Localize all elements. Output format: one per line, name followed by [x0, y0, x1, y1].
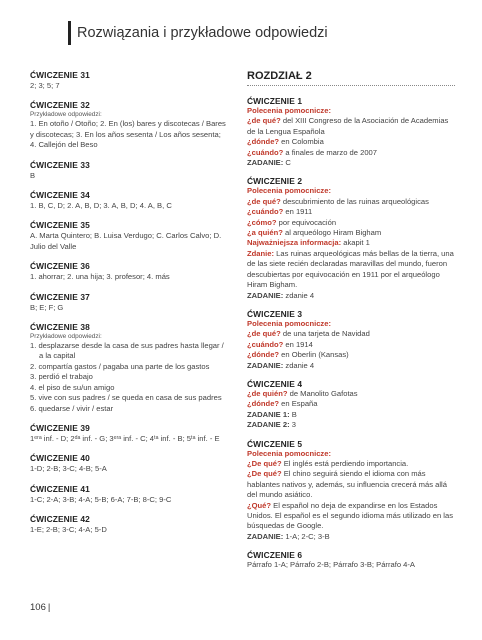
- exercise-title: ĆWICZENIE 34: [30, 190, 90, 201]
- question-row: [247, 469, 455, 500]
- exercise-title: ĆWICZENIE 36: [30, 261, 90, 272]
- exercise-answer: B: [30, 170, 36, 180]
- question-answer: a finales de marzo de 2007: [283, 147, 377, 157]
- answer-item: 3. perdió el trabajo: [30, 372, 93, 382]
- question-row: [247, 228, 455, 238]
- task-answer: [247, 420, 455, 430]
- exercise-block: [30, 514, 226, 535]
- left-column: [30, 70, 226, 545]
- task-value: B: [289, 409, 297, 419]
- task-label: ZADANIE:: [247, 158, 284, 168]
- helper-heading: Polecenia pomocnicze:: [247, 318, 331, 328]
- task-label: ZADANIE 2:: [247, 420, 290, 430]
- question-answer: en Colombia: [279, 137, 324, 147]
- question-label: Najważniejsza informacja:: [247, 238, 342, 248]
- question-label: ¿dónde?: [247, 350, 280, 360]
- page-header: [68, 20, 328, 46]
- exercise-block: [247, 96, 455, 168]
- exercise-block: [30, 190, 226, 211]
- task-answer: [247, 532, 455, 542]
- exercise-title: ĆWICZENIE 5: [247, 438, 303, 449]
- question-answer: El chino seguirá siendo el idioma con más hablantes nativos y, además, su influencia crecerá más allá del mundo asiático.: [247, 469, 447, 500]
- exercise-block: [30, 100, 226, 150]
- question-row: [247, 340, 455, 350]
- exercise-answer: 2; 3; 5; 7: [30, 81, 60, 90]
- exercise-title: ĆWICZENIE 4: [247, 378, 303, 389]
- question-answer: de una tarjeta de Navidad: [280, 329, 370, 339]
- exercise-block: [30, 261, 226, 282]
- exercise-block: [247, 379, 455, 431]
- task-value: zdanie 4: [283, 290, 315, 300]
- question-answer: por equivocación: [276, 217, 337, 227]
- question-answer: en 1914: [283, 339, 313, 349]
- right-column: [247, 70, 455, 579]
- exercise-block: [30, 220, 226, 252]
- task-label: ZADANIE:: [247, 290, 284, 300]
- question-answer: del XIII Congreso de la Asociación de Academias de la Lengua Española: [247, 116, 449, 136]
- exercise-answer: 1. ahorrar; 2. una hija; 3. profesor; 4. más: [30, 272, 170, 282]
- exercise-answer: 1-D; 2-B; 3-C; 4-B; 5-A: [30, 464, 107, 474]
- question-label: ¿de qué?: [247, 196, 281, 206]
- exercise-title: ĆWICZENIE 35: [30, 220, 90, 231]
- dotted-divider: [247, 84, 455, 86]
- exercise-block: [30, 292, 226, 313]
- exercise-block: [30, 160, 226, 181]
- question-answer: en España: [279, 399, 318, 409]
- task-answer: [247, 158, 455, 168]
- task-value: zdanie 4: [283, 360, 315, 370]
- exercise-title: ĆWICZENIE 31: [30, 70, 90, 80]
- exercise-title: ĆWICZENIE 33: [30, 159, 90, 170]
- exercise-block: [247, 309, 455, 371]
- task-answer: [247, 361, 455, 371]
- task-label: ZADANIE:: [247, 531, 284, 541]
- exercise-title: ĆWICZENIE 41: [30, 483, 90, 494]
- question-row: [247, 389, 455, 399]
- right-exercises: [247, 96, 455, 571]
- exercise-title: ĆWICZENIE 32: [30, 100, 90, 111]
- exercise-subtitle: Przykładowe odpowiedzi:: [30, 111, 102, 119]
- exercise-answer: A. Marta Quintero; B. Luisa Verdugo; C. Carlos Calvo; D. Julio del Valle: [30, 231, 222, 251]
- question-row: [247, 207, 455, 217]
- exercise-block: [247, 550, 455, 570]
- helper-heading: Polecenia pomocnicze:: [247, 186, 331, 196]
- question-row: [247, 116, 455, 137]
- answer-list: [30, 341, 226, 414]
- question-row: [247, 249, 455, 291]
- question-label: ¿Qué?: [247, 500, 272, 510]
- question-row: [247, 148, 455, 158]
- exercise-title: ĆWICZENIE 3: [247, 308, 303, 319]
- question-row: [247, 501, 455, 532]
- exercise-answer: 1. B, C, D; 2. A, B, D; 3. A, B, D; 4. A, B, C: [30, 201, 172, 211]
- exercise-block: [30, 423, 226, 444]
- question-label: ¿a quién?: [247, 228, 283, 238]
- answer-item: 6. quedarse / vivir / estar: [30, 403, 114, 413]
- question-answer: al arqueólogo Hiram Bigham: [282, 228, 382, 238]
- question-label: ¿De qué?: [247, 469, 282, 479]
- exercise-answer: Párrafo 1-A; Párrafo 2-B; Párrafo 3-B; Párrafo 4-A: [247, 560, 415, 570]
- exercise-block: [247, 439, 455, 543]
- question-row: [247, 459, 455, 469]
- exercise-title: ĆWICZENIE 2: [247, 176, 303, 187]
- exercise-block: [247, 176, 455, 300]
- answer-item: 4. el piso de su/un amigo: [30, 382, 115, 392]
- task-answer: [247, 291, 455, 301]
- answer-item: 2. compartía gastos / pagaba una parte de los gastos: [30, 361, 210, 371]
- chapter-heading: ROZDZIAŁ 2: [247, 70, 312, 82]
- page-number-value: 106: [30, 602, 46, 613]
- task-value: C: [283, 158, 291, 168]
- exercise-answer: B; E; F; G: [30, 302, 64, 312]
- question-label: ¿De qué?: [247, 458, 282, 468]
- helper-heading: Polecenia pomocnicze:: [247, 106, 331, 115]
- exercise-title: ĆWICZENIE 40: [30, 453, 90, 464]
- exercise-title: ĆWICZENIE 1: [247, 96, 303, 106]
- task-answer: [247, 410, 455, 420]
- exercise-block: [30, 484, 226, 505]
- exercise-answer: 1ᵉʳᵃ inf. - D; 2ᵈᵃ inf. - G; 3ᵉʳᵃ inf. - C; 4ᵗᵃ inf. - B; 5ᵗᵃ inf. - E: [30, 433, 220, 443]
- exercise-title: ĆWICZENIE 39: [30, 422, 90, 433]
- page-number: [30, 602, 50, 613]
- question-answer: descubrimiento de las ruinas arqueológicas: [280, 196, 429, 206]
- question-label: ¿dónde?: [247, 137, 280, 147]
- question-label: ¿de quién?: [247, 388, 288, 398]
- question-row: [247, 218, 455, 228]
- question-answer: El español no deja de expandirse en los Estados Unidos. El español es el segundo idioma más utilizado en las búsquedas de Google.: [247, 500, 453, 531]
- task-label: ZADANIE 1:: [247, 409, 290, 419]
- exercise-answer: 1-E; 2-B; 3-C; 4-A; 5-D: [30, 525, 107, 535]
- question-row: [247, 329, 455, 339]
- task-value: 1-A; 2-C; 3-B: [283, 531, 330, 541]
- exercise-answer: 1. En otoño / Otoño; 2. En (los) bares y discotecas / Bares y discotecas; 3. En los años sesenta / Los años sesenta; 4. Callejón del Beso: [30, 119, 226, 150]
- question-row: [247, 197, 455, 207]
- question-label: ¿de qué?: [247, 116, 281, 126]
- answer-item: 1. desplazarse desde la casa de sus padres hasta llegar / a la capital: [30, 341, 224, 361]
- task-value: 3: [289, 420, 296, 430]
- helper-heading: Polecenia pomocnicze:: [247, 448, 331, 458]
- answer-item: 5. vive con sus padres / se queda en casa de sus padres: [30, 393, 222, 403]
- question-label: ¿cuándo?: [247, 207, 284, 217]
- question-label: ¿cuándo?: [247, 147, 284, 157]
- question-label: Zdanie:: [247, 248, 275, 258]
- question-row: [247, 137, 455, 147]
- question-answer: de Manolito Gafotas: [287, 388, 358, 398]
- exercise-block: [30, 322, 226, 414]
- question-answer: akapit 1: [341, 238, 370, 248]
- header-title: Rozwiązania i przykładowe odpowiedzi: [77, 25, 328, 41]
- question-label: ¿cuándo?: [247, 339, 284, 349]
- question-row: [247, 399, 455, 409]
- exercise-subtitle: Przykładowe odpowiedzi:: [30, 333, 102, 341]
- exercise-block: [30, 453, 226, 474]
- exercise-block: [30, 70, 226, 91]
- question-answer: en Oberlin (Kansas): [279, 350, 349, 360]
- exercise-answer: 1-C; 2-A; 3-B; 4-A; 5-B; 6-A; 7-B; 8-C; 9-C: [30, 494, 172, 504]
- exercise-title: ĆWICZENIE 6: [247, 550, 303, 561]
- exercise-title: ĆWICZENIE 42: [30, 514, 90, 525]
- question-label: ¿de qué?: [247, 329, 281, 339]
- question-row: [247, 238, 455, 248]
- exercise-title: ĆWICZENIE 37: [30, 291, 90, 302]
- question-answer: El inglés está perdiendo importancia.: [281, 458, 409, 468]
- question-row: [247, 350, 455, 360]
- task-label: ZADANIE:: [247, 360, 284, 370]
- exercise-title: ĆWICZENIE 38: [30, 322, 90, 333]
- question-label: ¿dónde?: [247, 399, 280, 409]
- header-bar: [68, 21, 71, 45]
- question-label: ¿cómo?: [247, 217, 277, 227]
- page-number-separator: |: [47, 602, 51, 613]
- question-answer: en 1911: [283, 207, 313, 217]
- question-answer: Las ruinas arqueológicas más bellas de la tierra, una de las siete recién declaradas maravillas del mundo, fueron descubiertas por equivocación en 1911 por el arqueólogo Hiram Bigham.: [247, 248, 454, 290]
